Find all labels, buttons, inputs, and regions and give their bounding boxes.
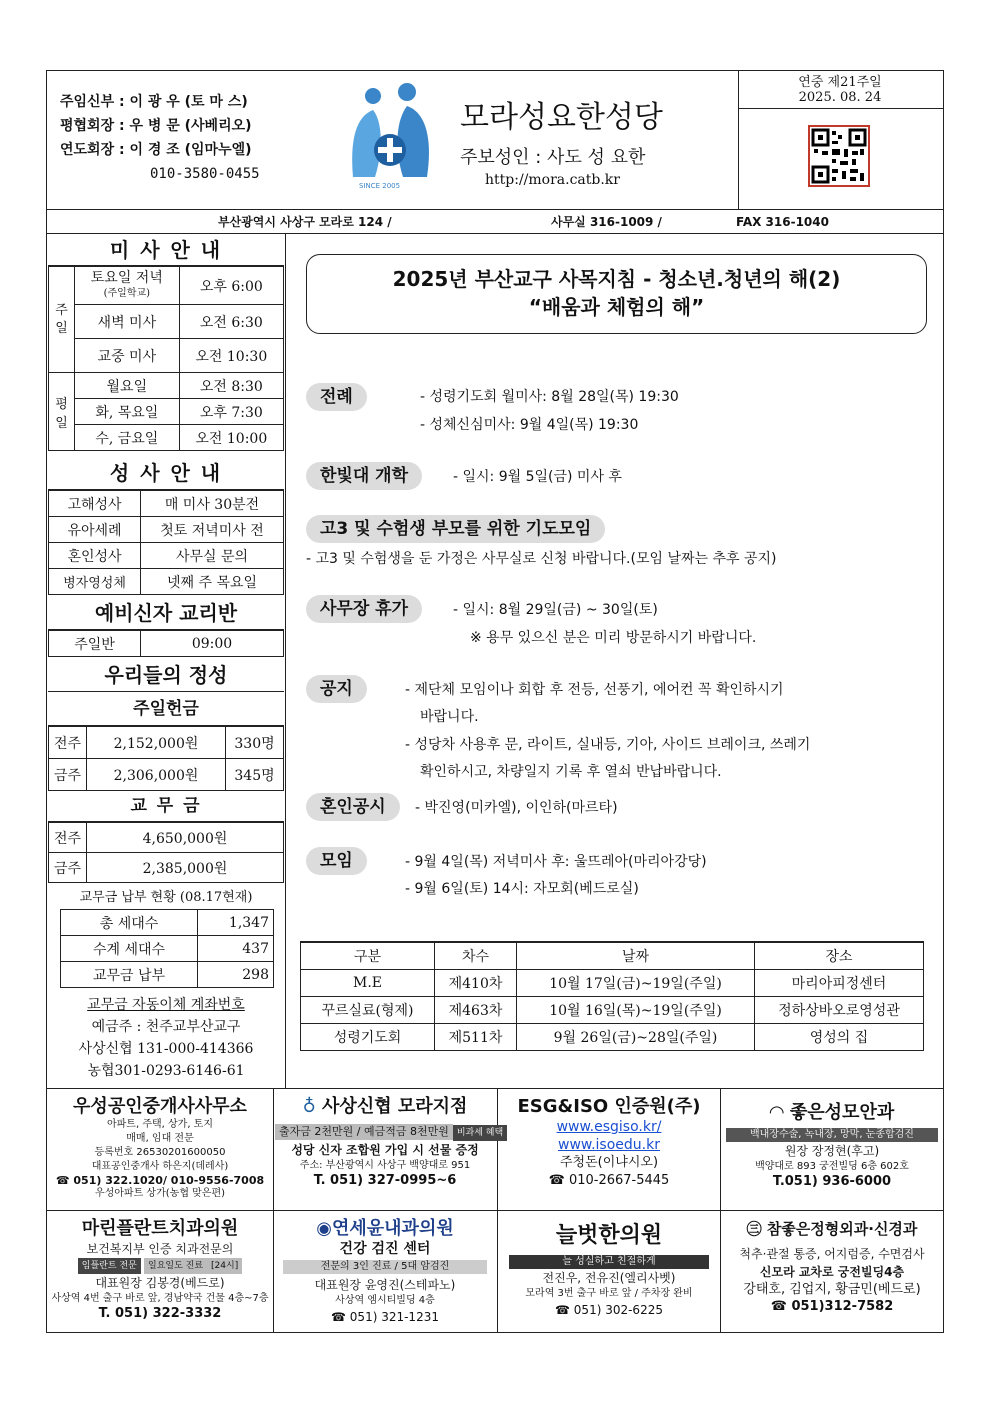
- yeondo-president: 연도회장 : 이 경 조 (임마누엘): [60, 142, 252, 158]
- ad-esg-l3: 주청돈(이냐시오): [559, 1155, 659, 1170]
- ad-realestate-l4: 대표공인중개사 하은지(데레사): [91, 1161, 229, 1172]
- office-vacation-line2: ※ 용무 있으신 분은 미리 방문하시기 바랍니다.: [470, 630, 757, 646]
- sacrament-table: [48, 490, 284, 595]
- header-divider: [46, 209, 944, 210]
- sunday-offering-table: [48, 726, 284, 791]
- event-place: 마리아피정센터: [755, 969, 924, 996]
- ad-eye-clinic: [722, 1092, 942, 1208]
- ad-credit-union-name: ♁ 사상신협 모라지점: [302, 1096, 468, 1117]
- event-type: 성령기도회: [301, 1023, 435, 1050]
- mass-main-name: 교중 미사: [75, 339, 180, 373]
- ads-mid-divider: [46, 1210, 944, 1211]
- offering-count: 345명: [226, 759, 284, 791]
- office-vacation-label: 사무장 휴가: [306, 595, 422, 623]
- sunday-offering-title: 주일헌금: [48, 692, 284, 726]
- ad-korean-medicine-l1: 늘 성실하고 친절하게: [509, 1255, 709, 1269]
- hanbit-label: 한빛대 개학: [306, 462, 422, 490]
- headline-line2: “배움과 체험의 해”: [528, 295, 705, 319]
- ads-vline-3: [720, 1088, 721, 1333]
- ad-korean-medicine-l3: 모라역 3번 출구 바로 앞 / 주차장 완비: [525, 1288, 693, 1299]
- patron-saint: 주보성인 : 사도 성 요한: [460, 147, 646, 168]
- office-phone: 사무실 316-1009 /: [551, 215, 662, 229]
- catechumen-table: [48, 630, 284, 657]
- ad-ortho-l2: 신모라 교차로 궁전빌딩4층: [759, 1265, 905, 1279]
- mass-dawn-name: 새벽 미사: [75, 305, 180, 339]
- table-row: [301, 996, 924, 1023]
- event-date: 9월 26일(금)~28일(주일): [517, 1023, 755, 1050]
- ad-internal-clinic: [275, 1214, 495, 1332]
- mass-sat-name: 토요일 저녁 (주일학교): [75, 267, 180, 305]
- ad-korean-medicine: [499, 1214, 719, 1332]
- mass-tuethu-time: 오후 7:30: [179, 399, 283, 425]
- mass-tuethu-name: 화, 목요일: [75, 399, 180, 425]
- ad-credit-union-l1: 출자금 2천만원 / 예금적금 8천만원: [275, 1124, 453, 1140]
- status-label: 교무금 납부: [61, 962, 198, 988]
- ads-vline-1: [273, 1088, 274, 1333]
- ad-credit-union: [275, 1092, 504, 1208]
- status-value: 298: [198, 962, 274, 988]
- notice-label: 공지: [306, 675, 367, 703]
- ad-eye-clinic-tel: T.051) 936-6000: [772, 1174, 892, 1189]
- catechumen-class: 주일반: [49, 631, 141, 657]
- offering-amount: 2,152,000원: [87, 727, 226, 759]
- liturgical-week: 연중 제21주일: [798, 75, 882, 90]
- church-url[interactable]: http://mora.catb.kr: [485, 172, 620, 188]
- pastor: 주임신부 : 이 광 우 (토 마 스): [60, 94, 248, 110]
- events-header: 날짜: [517, 942, 755, 969]
- hanbit-line1: - 일시: 9월 5일(금) 미사 후: [453, 469, 622, 485]
- meeting-line2: - 9월 6일(토) 14시: 자모회(베드로실): [405, 881, 639, 897]
- notice-line3: - 성당차 사용후 문, 라이트, 실내등, 기아, 사이드 브레이크, 쓰레기: [405, 737, 811, 753]
- catechumen-title: 예비신자 교리반: [48, 596, 284, 630]
- dues-title: 교 무 금: [48, 790, 284, 822]
- credit-union-icon: ♁: [302, 1096, 316, 1117]
- clinic-emblem-icon: ◉: [316, 1218, 332, 1239]
- events-table: [300, 941, 924, 1051]
- ad-realestate-l3: 등록번호 26530201600050: [94, 1147, 226, 1158]
- ad-dental: [48, 1214, 272, 1332]
- qr-code[interactable]: [808, 125, 870, 187]
- liturgy-line2: - 성체신심미사: 9월 4일(목) 19:30: [420, 417, 639, 433]
- ad-internal-clinic-l1: 전문의 3인 진료 / 5대 암검진: [283, 1260, 487, 1274]
- dues-amount: 4,650,000원: [87, 823, 284, 853]
- table-row: [301, 969, 924, 996]
- event-type: M.E: [301, 969, 435, 996]
- ad-esg-name: ESG&ISO 인증원(주): [517, 1096, 701, 1117]
- notice-line4: 확인하시고, 차량일지 기록 후 열쇠 반납바랍니다.: [420, 764, 722, 780]
- events-header: 구분: [301, 942, 435, 969]
- wedding-label: 혼인공시: [306, 793, 400, 821]
- ad-ortho: [722, 1214, 942, 1332]
- sacrament-name: 병자영성체: [49, 569, 141, 595]
- ad-korean-medicine-tel: ☎ 051) 302-6225: [555, 1303, 663, 1317]
- ad-eye-clinic-l1: 백내장수술, 녹내장, 망막, 눈종합검진: [726, 1128, 938, 1142]
- dues-status-table: [60, 909, 274, 988]
- ad-credit-union-l3: 주소: 부산광역시 사상구 백양대로 951: [299, 1160, 471, 1171]
- ad-realestate-l1: 아파트, 주택, 상가, 토지: [106, 1119, 213, 1130]
- event-place: 정하상바오로영성관: [755, 996, 924, 1023]
- ad-realestate: [48, 1092, 272, 1208]
- events-header: 장소: [755, 942, 924, 969]
- liturgy-line1: - 성령기도회 월미사: 8월 28일(목) 19:30: [420, 389, 679, 405]
- dues-label: 금주: [49, 853, 87, 883]
- event-date: 10월 17일(금)~19일(주일): [517, 969, 755, 996]
- meeting-label: 모임: [306, 847, 367, 875]
- ad-korean-medicine-name: 늘벗한의원: [555, 1222, 663, 1248]
- qr-code-icon: [810, 127, 868, 185]
- ads-top-divider: [46, 1088, 944, 1089]
- ad-realestate-name: 우성공인중개사사무소: [73, 1096, 247, 1117]
- ad-esg-tel: ☎ 010-2667-5445: [548, 1173, 670, 1188]
- event-place: 영성의 집: [755, 1023, 924, 1050]
- fax-number: FAX 316-1040: [736, 215, 829, 229]
- dues-amount: 2,385,000원: [87, 853, 284, 883]
- mass-table: [48, 266, 284, 451]
- dues-status-title: 교무금 납부 현황 (08.17현재): [79, 890, 253, 905]
- event-type: 꾸르실료(형제): [301, 996, 435, 1023]
- ad-ortho-l1: 척추·관절 통증, 어지럼증, 수면검사: [739, 1247, 925, 1261]
- ad-realestate-tel: ☎ 051) 322.1020/ 010-9556-7008: [55, 1174, 265, 1187]
- ad-ortho-tel: ☎ 051)312-7582: [770, 1299, 894, 1314]
- wedding-line1: - 박진영(미카엘), 이인하(마르타): [415, 800, 618, 816]
- ad-esg: [499, 1092, 719, 1208]
- ad-internal-clinic-tel: ☎ 051) 321-1231: [331, 1310, 439, 1324]
- sacrament-name: 고해성사: [49, 491, 141, 517]
- header-staff: [60, 90, 260, 186]
- event-round: 제410차: [435, 969, 517, 996]
- eye-icon: ◠: [769, 1102, 784, 1123]
- offering-label: 금주: [49, 759, 87, 791]
- auto-transfer-title: 교무금 자동이체 계좌번호: [87, 997, 245, 1013]
- ad-eye-clinic-name: ◠ 좋은성모안과: [769, 1102, 895, 1123]
- sacrament-title: 성 사 안 내: [48, 456, 284, 490]
- prayer-label: 고3 및 수험생 부모를 위한 기도모임: [306, 515, 605, 543]
- headline-line1: 2025년 부산교구 사목지침 - 청소년.청년의 해(2): [392, 267, 841, 291]
- headline-box: [306, 254, 927, 334]
- sacrament-value: 사무실 문의: [141, 543, 284, 569]
- sidebar-divider: [285, 233, 286, 1088]
- meeting-line1: - 9월 4일(목) 저녁미사 후: 울뜨레아(마리아강당): [405, 854, 707, 870]
- status-value: 1,347: [198, 910, 274, 936]
- mass-main-time: 오전 10:30: [179, 339, 283, 373]
- sacrament-value: 넷째 주 목요일: [141, 569, 284, 595]
- table-row: [301, 1023, 924, 1050]
- yeondo-phone: 010-3580-0455: [150, 166, 260, 182]
- offering-label: 전주: [49, 727, 87, 759]
- status-label: 수계 세대수: [61, 936, 198, 962]
- event-date: 10월 16일(목)~19일(주일): [517, 996, 755, 1023]
- issue-divider: [738, 108, 944, 109]
- account-2: 농협301-0293-6146-61: [87, 1063, 245, 1079]
- ad-dental-tel: T. 051) 322-3332: [98, 1306, 222, 1321]
- notice-line2: 바랍니다.: [420, 709, 479, 725]
- ad-ortho-l3: 강태호, 김업지, 황금민(베드로): [743, 1282, 921, 1297]
- offering-amount: 2,306,000원: [87, 759, 226, 791]
- sacrament-value: 첫토 저녁미사 전: [141, 517, 284, 543]
- sacrament-value: 매 미사 30분전: [141, 491, 284, 517]
- account-holder: 예금주 : 천주교부산교구: [91, 1019, 241, 1035]
- event-round: 제511차: [435, 1023, 517, 1050]
- ad-realestate-l5: 우성아파트 상가(농협 맞은편): [94, 1188, 226, 1199]
- ad-dental-badge3: [24시]: [207, 1258, 242, 1274]
- catechumen-time: 09:00: [141, 631, 284, 657]
- status-value: 437: [198, 936, 274, 962]
- ad-korean-medicine-l2: 전진우, 전유진(엘리사벳): [542, 1271, 676, 1285]
- ad-eye-clinic-l3: 백양대로 893 궁전빌딩 6층 602호: [755, 1161, 909, 1172]
- ad-credit-union-tel: T. 051) 327-0995~6: [313, 1173, 457, 1188]
- event-round: 제463차: [435, 996, 517, 1023]
- ad-internal-clinic-l2: 대표원장 윤영진(스테파노): [314, 1278, 456, 1292]
- ad-esg-url2[interactable]: www.isoedu.kr: [558, 1137, 660, 1153]
- ad-dental-name: 마린플란트치과의원: [81, 1218, 239, 1239]
- dues-label: 전주: [49, 823, 87, 853]
- ortho-logo-icon: ㊂: [746, 1220, 762, 1238]
- address-bar: [46, 211, 944, 233]
- ad-internal-clinic-sub: 건강 검진 센터: [339, 1241, 431, 1257]
- liturgy-label: 전례: [306, 383, 367, 411]
- ad-realestate-l2: 매매, 임대 전문: [126, 1133, 194, 1144]
- dues-table: [48, 822, 284, 883]
- auto-transfer: [48, 994, 284, 1082]
- mass-sat-time: 오후 6:00: [179, 267, 283, 305]
- notice-line1: - 제단체 모임이나 회합 후 전등, 선풍기, 에어컨 꼭 확인하시기: [405, 682, 784, 698]
- account-1: 사상신협 131-000-414366: [78, 1041, 254, 1057]
- issue-info: [745, 75, 935, 105]
- ad-credit-union-l2: 성당 신자 조합원 가입 시 선물 증정: [291, 1143, 479, 1157]
- mass-dawn-time: 오전 6:30: [179, 305, 283, 339]
- weekday-label: 평일: [49, 373, 75, 451]
- ad-ortho-name: ㊂ 참좋은정형외과·신경과: [746, 1220, 918, 1238]
- prayer-line1: - 고3 및 수험생을 둔 가정은 사무실로 신청 바랍니다.(모임 날짜는 추후 공지): [306, 551, 777, 567]
- mass-mon-time: 오전 8:30: [179, 373, 283, 399]
- issue-date: 2025. 08. 24: [798, 90, 882, 105]
- sacrament-name: 유아세례: [49, 517, 141, 543]
- mass-wedfri-time: 오전 10:00: [179, 425, 283, 451]
- offering-title: 우리들의 정성: [48, 658, 284, 692]
- church-logo: [345, 82, 435, 192]
- ad-credit-union-badge: 비과세 혜택: [453, 1125, 507, 1141]
- status-label: 총 세대수: [61, 910, 198, 936]
- sunday-label: 주일: [49, 267, 75, 373]
- ad-dental-l3: 사상역 4번 출구 바로 앞, 경남약국 건물 4층~7층: [51, 1293, 269, 1304]
- events-header: 차수: [435, 942, 517, 969]
- church-address: 부산광역시 사상구 모라로 124 /: [218, 215, 392, 229]
- logo-since: SINCE 2005: [359, 182, 401, 190]
- sacrament-name: 혼인성사: [49, 543, 141, 569]
- ad-dental-l1: 보건복지부 인증 치과전문의: [86, 1242, 234, 1256]
- church-name: 모라성요한성당: [460, 100, 663, 135]
- ad-esg-url1[interactable]: www.esgiso.kr/: [556, 1119, 662, 1135]
- mass-wedfri-name: 수, 금요일: [75, 425, 180, 451]
- ad-dental-badge2: 일요일도 진료: [144, 1258, 207, 1274]
- ad-internal-clinic-l3: 사상역 엠시티빌딩 4층: [335, 1295, 435, 1306]
- office-vacation-line1: - 일시: 8월 29일(금) ~ 30일(토): [453, 602, 658, 618]
- mass-title: 미 사 안 내: [48, 234, 284, 266]
- ad-dental-l2: 대표원장 김봉경(베드로): [95, 1276, 225, 1290]
- council-president: 평협회장 : 우 병 문 (사베리오): [60, 118, 252, 134]
- ad-eye-clinic-l2: 원장 장정현(후고): [784, 1144, 880, 1158]
- offering-count: 330명: [226, 727, 284, 759]
- ad-internal-clinic-name: ◉연세윤내과의원: [316, 1218, 454, 1239]
- header-vline: [738, 70, 739, 209]
- mass-mon-name: 월요일: [75, 373, 180, 399]
- ad-dental-badge: 임플란트 전문: [78, 1258, 141, 1274]
- church-logo-icon: [345, 82, 435, 192]
